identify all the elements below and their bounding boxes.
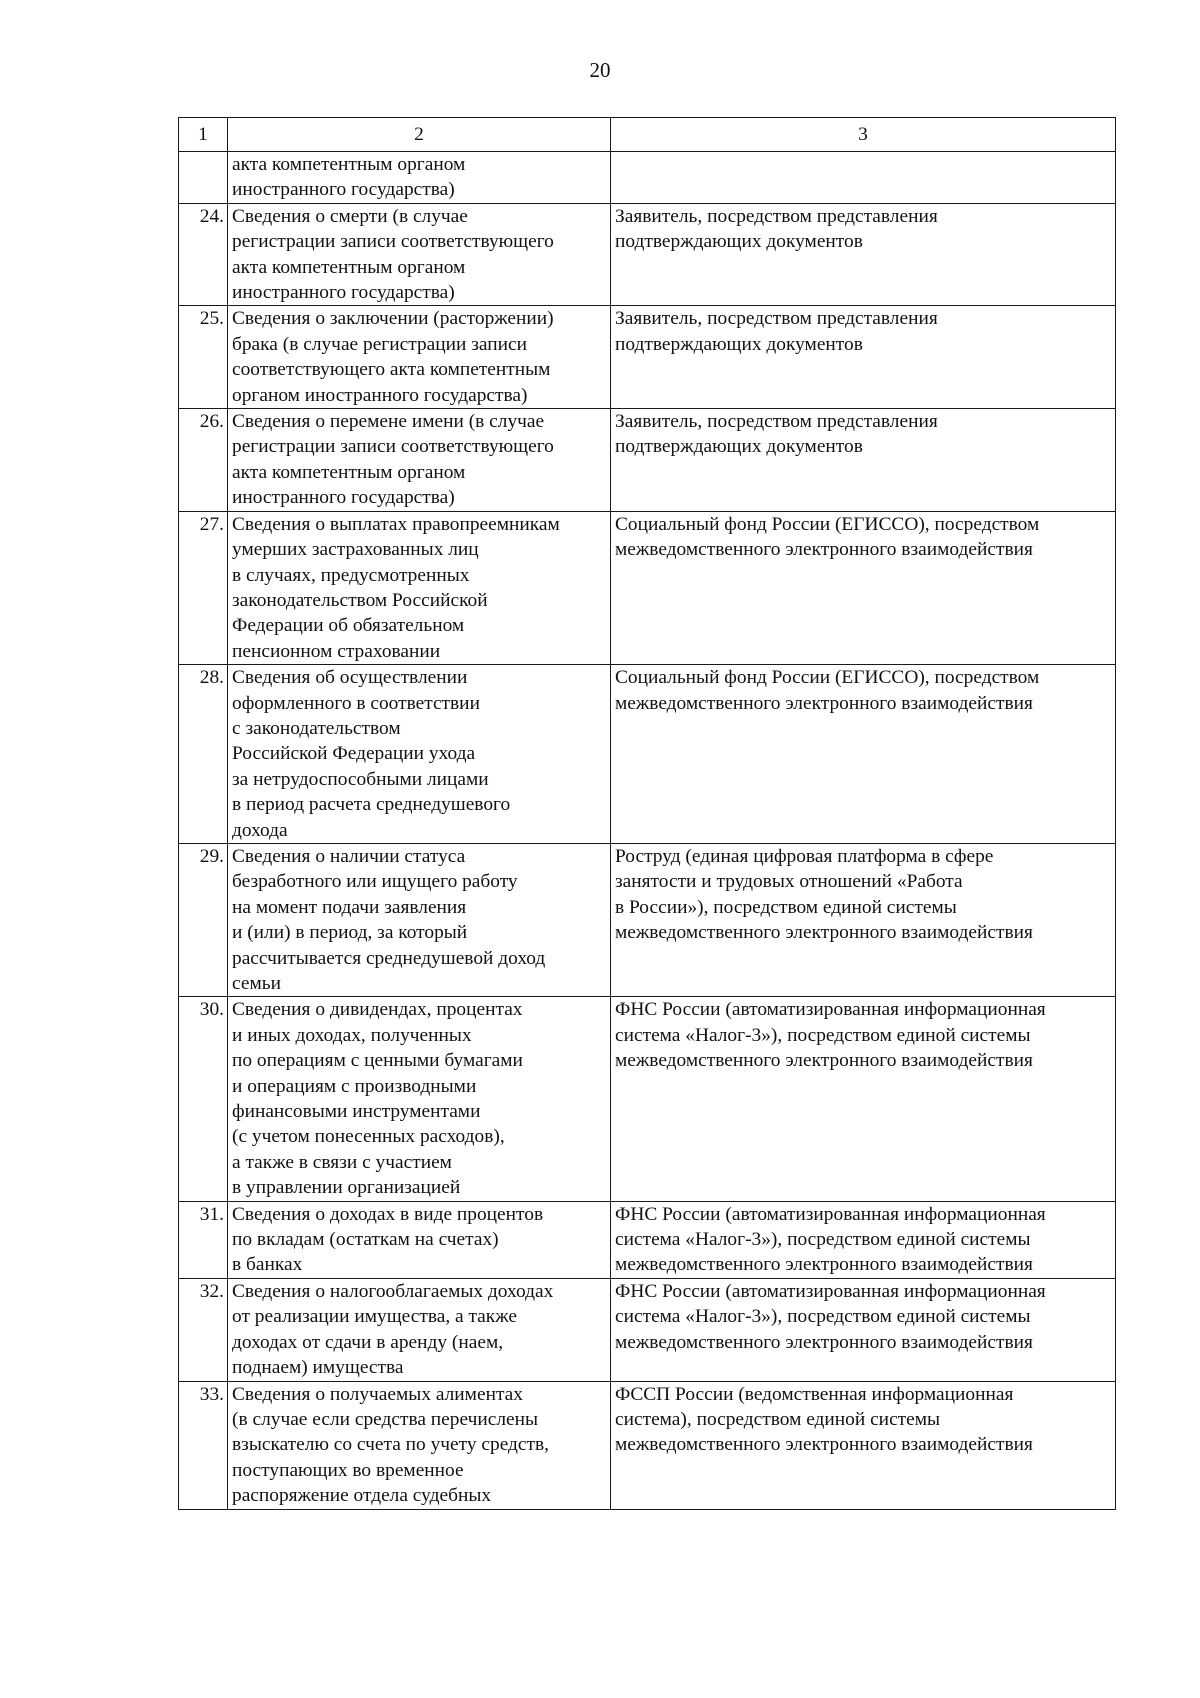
source-cell xyxy=(611,997,1116,1201)
row-number: 32. xyxy=(179,1278,228,1381)
information-cell xyxy=(228,152,611,204)
source-line: ФНС России (автоматизированная информационная xyxy=(615,999,1046,1021)
information-cell xyxy=(228,203,611,306)
source-cell xyxy=(611,511,1116,664)
table-row xyxy=(179,1201,1116,1278)
table-body xyxy=(179,118,1116,1510)
information-line: поднаем) имущества xyxy=(232,1357,404,1379)
source-line: Социальный фонд России (ЕГИССО), посредством xyxy=(615,667,1040,689)
information-line: рассчитывается среднедушевой доход xyxy=(232,947,546,969)
information-line: дохода xyxy=(232,819,288,841)
information-cell xyxy=(228,511,611,664)
source-cell xyxy=(611,843,1116,996)
information-line: в управлении организацией xyxy=(232,1177,461,1199)
source-line: межведомственного электронного взаимодействия xyxy=(615,1331,1033,1353)
source-line: ФНС России (автоматизированная информационная xyxy=(615,1203,1046,1225)
information-line: по операциям с ценными бумагами xyxy=(232,1050,523,1072)
information-line: (в случае если средства перечислены xyxy=(232,1408,539,1430)
source-line: межведомственного электронного взаимодействия xyxy=(615,922,1033,944)
row-number: 28. xyxy=(179,665,228,844)
source-line: ФНС России (автоматизированная информационная xyxy=(615,1280,1046,1302)
source-line: подтверждающих документов xyxy=(615,436,863,458)
source-line: в России»), посредством единой системы xyxy=(615,896,957,918)
source-line: система «Налог-3»), посредством единой системы xyxy=(615,1024,1031,1046)
information-line: семьи xyxy=(232,973,281,994)
information-line: акта компетентным органом xyxy=(232,154,466,175)
information-line: иностранного государства) xyxy=(232,487,455,509)
information-cell xyxy=(228,843,611,996)
information-line: поступающих во временное xyxy=(232,1459,464,1481)
information-line: взыскателю со счета по учету средств, xyxy=(232,1434,550,1456)
source-cell xyxy=(611,665,1116,844)
source-line: Заявитель, посредством представления xyxy=(615,205,938,227)
row-number: 29. xyxy=(179,843,228,996)
table-row xyxy=(179,843,1116,996)
information-line: Сведения о доходах в виде процентов xyxy=(232,1203,544,1225)
source-line: ФССП России (ведомственная информационная xyxy=(615,1383,1014,1405)
information-line: Федерации об обязательном xyxy=(232,615,465,637)
source-line: Заявитель, посредством представления xyxy=(615,411,938,433)
column-header-number: 1 xyxy=(179,118,228,152)
source-line: межведомственного электронного взаимодействия xyxy=(615,1434,1033,1456)
information-line: брака (в случае регистрации записи xyxy=(232,333,527,355)
table-row xyxy=(179,1278,1116,1381)
information-line: иностранного государства) xyxy=(232,179,455,201)
page-number: 20 xyxy=(589,58,611,82)
information-line: акта компетентным органом xyxy=(232,461,466,483)
row-number: 31. xyxy=(179,1201,228,1278)
information-line: за нетрудоспособными лицами xyxy=(232,768,489,790)
information-line: Сведения о выплатах правопреемникам xyxy=(232,513,560,535)
information-line: законодательством Российской xyxy=(232,589,488,611)
row-number: 24. xyxy=(179,203,228,306)
table-row xyxy=(179,997,1116,1201)
information-line: финансовыми инструментами xyxy=(232,1101,481,1123)
information-line: и (или) в период, за который xyxy=(232,922,468,944)
row-number: 27. xyxy=(179,511,228,664)
information-line: Сведения о смерти (в случае xyxy=(232,205,468,227)
row-number: 33. xyxy=(179,1381,228,1509)
table-row xyxy=(179,511,1116,664)
information-line: регистрации записи соответствующего xyxy=(232,436,554,458)
information-line: оформленного в соответствии xyxy=(232,692,480,714)
information-line: умерших застрахованных лиц xyxy=(232,539,479,561)
source-cell xyxy=(611,306,1116,409)
information-line: соответствующего акта компетентным xyxy=(232,359,551,381)
source-line: подтверждающих документов xyxy=(615,231,863,253)
information-line: Сведения о получаемых алиментах xyxy=(232,1383,523,1405)
information-cell xyxy=(228,997,611,1201)
information-line: на момент подачи заявления xyxy=(232,896,467,918)
source-line: межведомственного электронного взаимодействия xyxy=(615,1254,1033,1276)
source-line: Заявитель, посредством представления xyxy=(615,308,938,330)
data-sources-table xyxy=(178,117,1116,1510)
source-cell xyxy=(611,1381,1116,1509)
information-line: пенсионном страховании xyxy=(232,640,441,662)
information-cell xyxy=(228,1201,611,1278)
column-header-source: 3 xyxy=(611,118,1116,152)
information-cell xyxy=(228,1381,611,1509)
source-cell xyxy=(611,1278,1116,1381)
information-line: Российской Федерации ухода xyxy=(232,743,476,765)
table-header-row xyxy=(179,118,1116,152)
source-cell xyxy=(611,409,1116,512)
information-line: Сведения о наличии статуса xyxy=(232,845,466,867)
information-cell xyxy=(228,409,611,512)
information-line: по вкладам (остаткам на счетах) xyxy=(232,1229,499,1251)
information-line: безработного или ищущего работу xyxy=(232,871,518,893)
information-line: и иных доходах, полученных xyxy=(232,1024,472,1046)
table-row xyxy=(179,152,1116,204)
source-line: Роструд (единая цифровая платформа в сфере xyxy=(615,845,994,867)
information-line: Сведения о перемене имени (в случае xyxy=(232,411,545,433)
table-row xyxy=(179,1381,1116,1509)
source-line: система), посредством единой системы xyxy=(615,1408,941,1430)
source-line: подтверждающих документов xyxy=(615,333,863,355)
information-line: Сведения о налогооблагаемых доходах xyxy=(232,1280,554,1302)
source-cell xyxy=(611,1201,1116,1278)
source-line: межведомственного электронного взаимодействия xyxy=(615,1050,1033,1072)
information-cell xyxy=(228,1278,611,1381)
information-line: Сведения о заключении (расторжении) xyxy=(232,308,554,330)
information-line: акта компетентным органом xyxy=(232,256,466,278)
information-line: от реализации имущества, а также xyxy=(232,1306,517,1328)
source-line: межведомственного электронного взаимодействия xyxy=(615,539,1033,561)
table-row xyxy=(179,665,1116,844)
information-line: в период расчета среднедушевого xyxy=(232,794,511,816)
information-line: в банках xyxy=(232,1254,303,1276)
information-line: распоряжение отдела судебных xyxy=(232,1485,492,1507)
information-line: и операциям с производными xyxy=(232,1075,477,1097)
source-line: межведомственного электронного взаимодействия xyxy=(615,692,1033,714)
source-line: Социальный фонд России (ЕГИССО), посредством xyxy=(615,513,1040,535)
information-line: (с учетом понесенных расходов), xyxy=(232,1126,505,1148)
information-line: органом иностранного государства) xyxy=(232,384,528,406)
information-line: регистрации записи соответствующего xyxy=(232,231,554,253)
source-line: система «Налог-3»), посредством единой системы xyxy=(615,1229,1031,1251)
table-row xyxy=(179,203,1116,306)
source-line: занятости и трудовых отношений «Работа xyxy=(615,871,963,893)
source-line: система «Налог-3»), посредством единой системы xyxy=(615,1306,1031,1328)
row-number xyxy=(179,152,228,204)
row-number: 30. xyxy=(179,997,228,1201)
information-line: а также в связи с участием xyxy=(232,1151,452,1173)
row-number: 25. xyxy=(179,306,228,409)
information-cell xyxy=(228,306,611,409)
table-row xyxy=(179,306,1116,409)
source-cell xyxy=(611,152,1116,204)
information-cell xyxy=(228,665,611,844)
information-line: с законодательством xyxy=(232,717,401,739)
information-line: Сведения о дивидендах, процентах xyxy=(232,999,523,1021)
information-line: Сведения об осуществлении xyxy=(232,667,468,689)
column-header-information: 2 xyxy=(228,118,611,152)
table-row xyxy=(179,409,1116,512)
information-line: в случаях, предусмотренных xyxy=(232,564,470,586)
information-line: иностранного государства) xyxy=(232,282,455,304)
source-cell xyxy=(611,203,1116,306)
row-number: 26. xyxy=(179,409,228,512)
information-line: доходах от сдачи в аренду (наем, xyxy=(232,1331,504,1353)
